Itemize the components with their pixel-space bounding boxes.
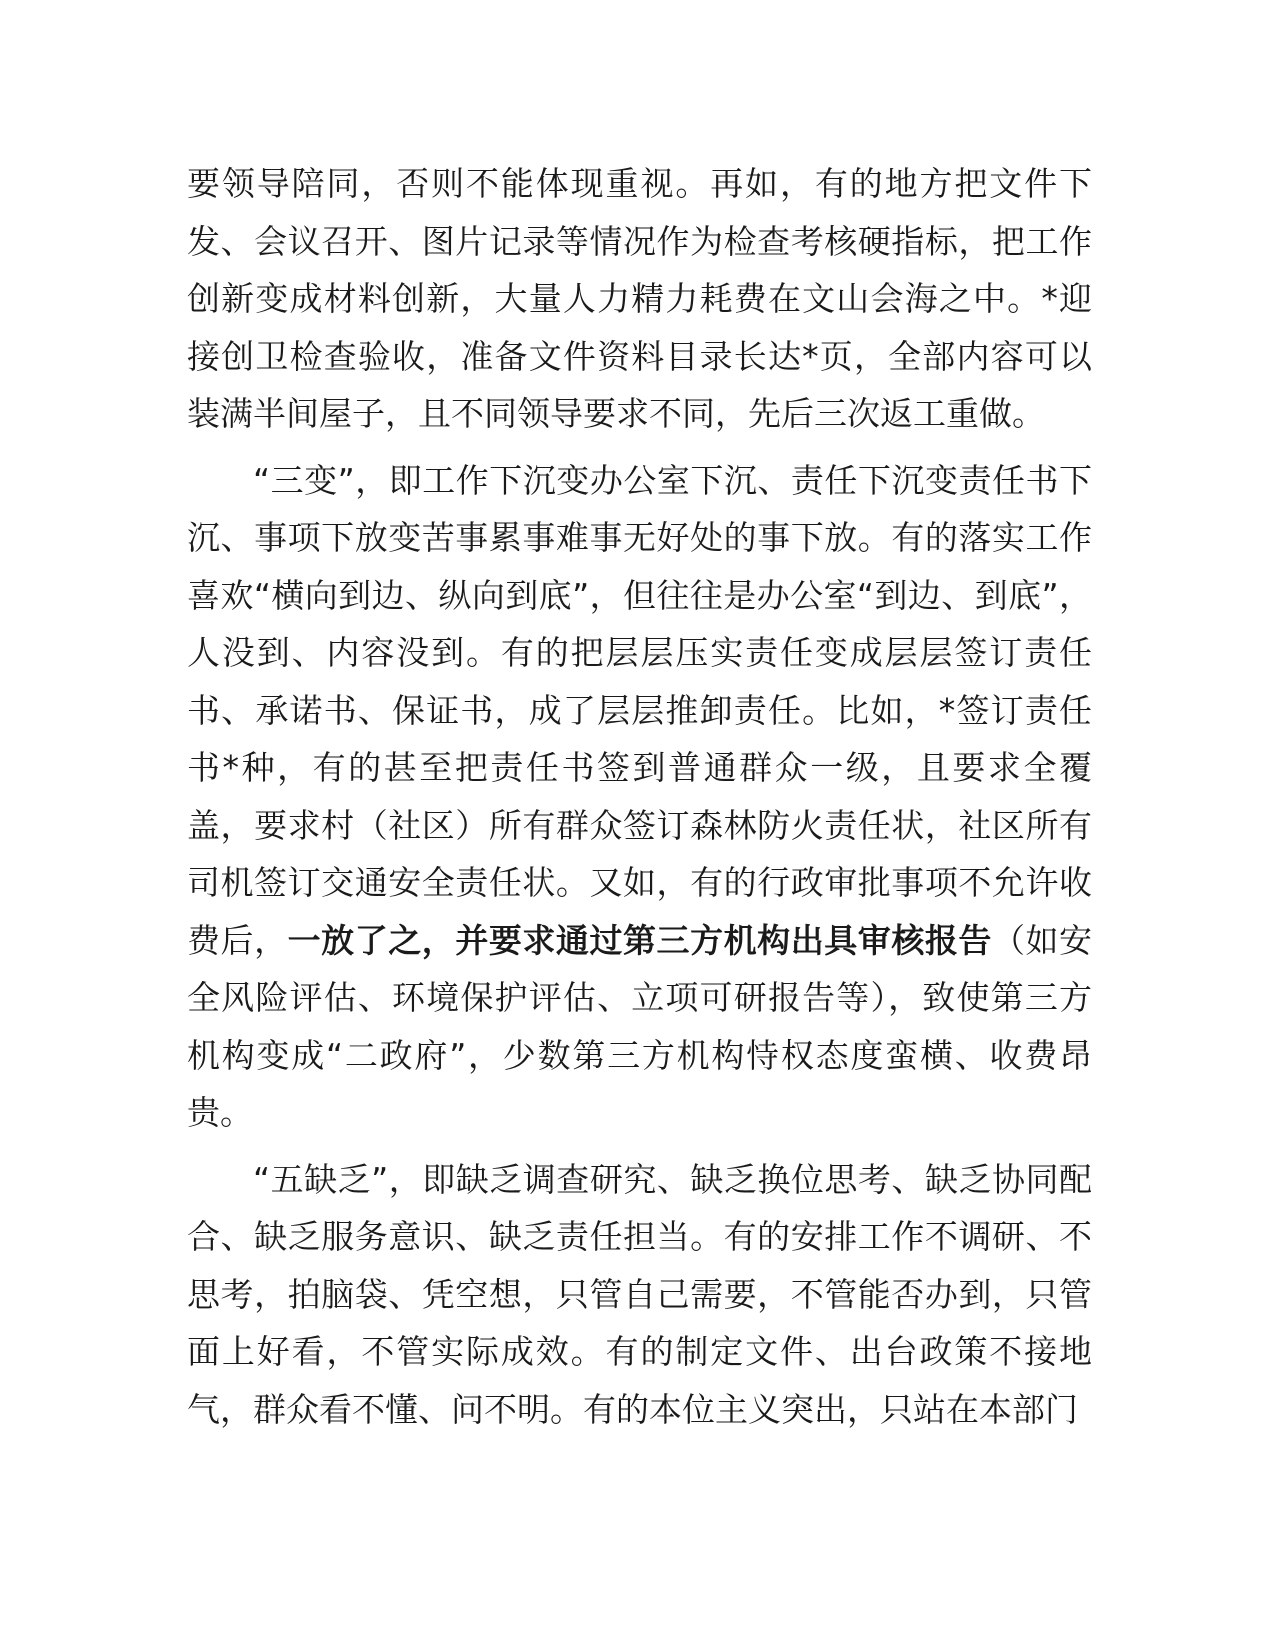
paragraph-text: （如安全风险评估、环境保护评估、立项可研报告等），致使第三方机构变成“二政府”，少数第三方机构恃权态度蛮横、收费昂贵。 (187, 920, 1093, 1132)
paragraph-continued (187, 155, 1092, 443)
paragraph-text: 要领导陪同，否则不能体现重视。再如，有的地方把文件下发、会议召开、图片记录等情况作为检查考核硬指标，把工作创新变成材料创新，大量人力精力耗费在文山会海之中。*迎接创卫检查验收，准备文件资料目录长达*页，全部内容可以装满半间屋子，且不同领导要求不同，先后三次返工重做。 (187, 164, 1092, 433)
paragraph-san-bian (187, 452, 1092, 1142)
paragraph-wu-que-fa (187, 1151, 1092, 1439)
paragraph-text: “三变”，即工作下沉变办公室下沉、责任下沉变责任书下沉、事项下放变苦事累事难事无好处的事下放。有的落实工作喜欢“横向到边、纵向到底”，但往往是办公室“到边、到底”，人没到、内容没到。有的把层层压实责任变成层层签订责任书、承诺书、保证书，成了层层推卸责任。比如，*签订责任书*种，有的甚至把责任书签到普通群众一级，且要求全覆盖，要求村（社区）所有群众签订森林防火责任状，社区所有司机签订交通安全责任状。又如，有的行政审批事项不允许收费后， (187, 460, 1092, 960)
paragraph-bold-text: 一放了之，并要求通过第三方机构出具审核报告 (287, 920, 992, 960)
document-body (187, 155, 1092, 1438)
paragraph-text: “五缺乏”，即缺乏调查研究、缺乏换位思考、缺乏协同配合、缺乏服务意识、缺乏责任担当。有的安排工作不调研、不思考，拍脑袋、凭空想，只管自己需要，不管能否办到，只管面上好看，不管实际成效。有的制定文件、出台政策不接地气，群众看不懂、问不明。有的本位主义突出，只站在本部门 (187, 1159, 1092, 1429)
